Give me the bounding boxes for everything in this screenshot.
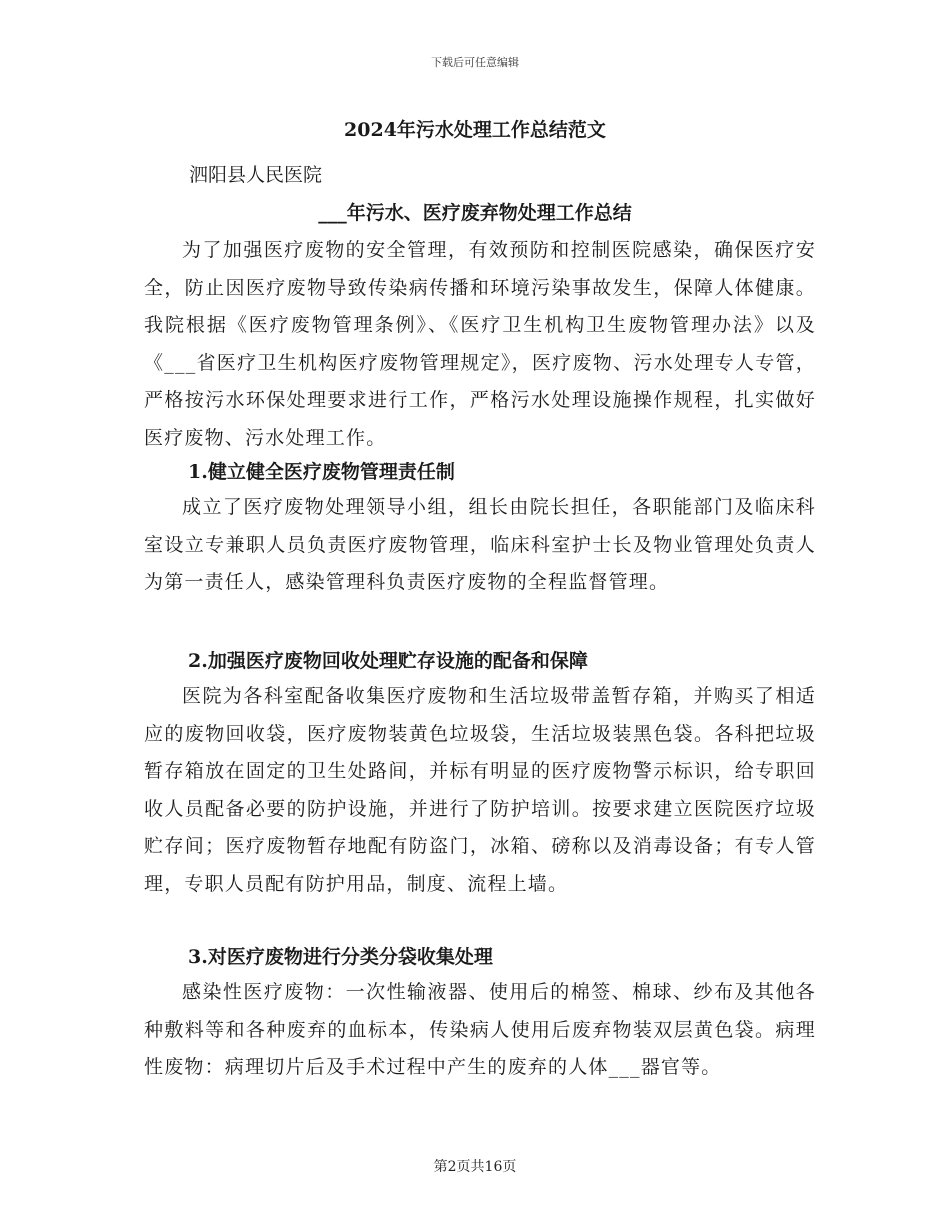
organization-name: 泗阳县人民医院: [189, 164, 323, 186]
footer-total-pages: 16: [484, 1159, 503, 1175]
document-title: 2024年污水处理工作总结范文: [344, 119, 606, 141]
section-heading-2: 2.加强医疗废物回收处理贮存设施的配备和保障: [188, 650, 588, 672]
section-heading-1: 1.健立健全医疗废物管理责任制: [188, 461, 455, 483]
footer-prefix: 第: [433, 1159, 448, 1175]
page-footer: [0, 1156, 950, 1176]
footer-suffix: 页: [502, 1159, 517, 1175]
footer-middle: 页共: [456, 1159, 485, 1175]
intro-paragraph: 为了加强医疗废物的安全管理，有效预防和控制医院感染，确保医疗安全，防止因医疗废物导致传染病传播和环境污染事故发生，保障人体健康。我院根据《医疗废物管理条例》、《医疗卫生机构卫生废物管理办法》以及《___省医疗卫生机构医疗废物管理规定》，医疗废物、污水处理专人专管，严格按污水环保处理要求进行工作，严格污水处理设施操作规程，扎实做好医疗废物、污水处理工作。: [144, 239, 816, 449]
section-text-1: 成立了医疗废物处理领导小组，组长由院长担任，各职能部门及临床科室设立专兼职人员负责医疗废物管理，临床科室护士长及物业管理处负责人为第一责任人，感染管理科负责医疗废物的全程监督管理。: [144, 496, 816, 593]
footer-current-page: 2: [447, 1159, 457, 1175]
section-text-3: 感染性医疗废物：一次性输液器、使用后的棉签、棉球、纱布及其他各种敷料等和各种废弃的血标本，传染病人使用后废弃物装双层黄色袋。病理性废物：病理切片后及手术过程中产生的废弃的人体___器官等。: [144, 981, 816, 1078]
section-text-2: 医院为各科室配备收集医疗废物和生活垃圾带盖暂存箱，并购买了相适应的废物回收袋，医疗废物装黄色垃圾袋，生活垃圾装黑色袋。各科把垃圾暂存箱放在固定的卫生处路间，并标有明显的医疗废物警示标识，给专职回收人员配备必要的防护设施，并进行了防护培训。按要求建立医院医疗垃圾贮存间；医疗废物暂存地配有防盗门，冰箱、磅称以及消毒设备；有专人管理，专职人员配有防护用品，制度、流程上墙。: [144, 685, 816, 895]
document-subtitle: ___年污水、医疗废弃物处理工作总结: [318, 202, 632, 224]
page-header-note: 下载后可任意编辑: [431, 56, 519, 69]
section-heading-3: 3.对医疗废物进行分类分袋收集处理: [188, 946, 493, 968]
